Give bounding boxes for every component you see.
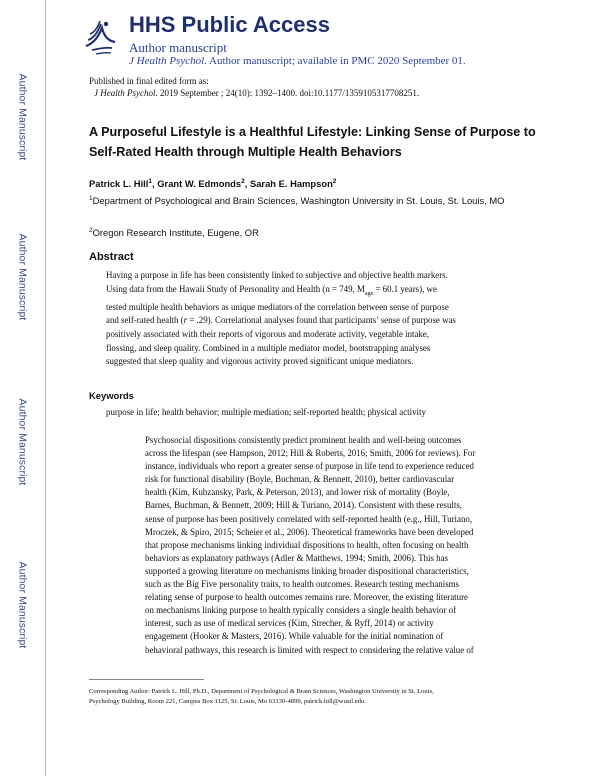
body-line: Mroczek, & Spiro, 2015; Scheier et al., 2006). Theoretical frameworks have been developed [145, 526, 474, 537]
body-line: relating sense of purpose to health outcomes remains rare. Moreover, the existing literature [145, 592, 468, 603]
body-line: interest, such as use of medical services (Kim, Strecher, & Ryff, 2014) or activity [145, 618, 434, 629]
citation-journal: J Health Psychol [94, 88, 156, 98]
author-manuscript-side-label: Author Manuscript [16, 561, 28, 649]
citation-details: . 2019 September ; 24(10): 1392–1400. doi:10.1177/1359105317708251. [155, 88, 420, 98]
body-line: on mechanisms linking purpose to health typically considers a single health behavior of [145, 605, 457, 616]
availability-text: . Author manuscript; available in PMC 2020 September 01. [204, 55, 466, 67]
affiliation-1: $^1$Department of Psychological and Brain Sciences, Washington University in St. Louis, St. Louis, MO [89, 195, 505, 207]
journal-availability-line [129, 55, 466, 68]
body-line: Psychosocial dispositions consistently predict prominent health and well-being outcomes [145, 435, 462, 445]
corresponding-author-footnote: Corresponding Author: Patrick L. Hill, Ph.D., Department of Psychological & Brain Sciences, Washington University in St. Louis, Psychology Building, Room 221, Campus Box 1125, St. Louis, Mo 63130-4899, patrick.hill@wustl.edu. [89, 688, 434, 705]
body-line: supported a growing literature on mechanisms linking broader dispositional characteristics, [145, 565, 469, 576]
body-line: instance, individuals who report a greater sense of purpose in life tend to experience reduced [145, 461, 474, 472]
hhs-public-access-title: HHS Public Access [129, 12, 330, 37]
body-line: behavioral pathways, this research is limited with respect to considering the relative value of [145, 644, 474, 655]
affiliation-2: $^2$Oregon Research Institute, Eugene, OR [89, 227, 259, 239]
body-line: Barnes, Buchman, & Bennett, 2009; Hill & Turiano, 2014). Consistent with these results, [145, 500, 463, 511]
author-manuscript-side-label: Author Manuscript [16, 233, 28, 321]
author-manuscript-side-label: Author Manuscript [16, 73, 28, 161]
body-line: health (Kim, Kubzansky, Park, & Peterson, 2013), and lower risk of mortality (Boyle, [145, 487, 450, 498]
abstract-text: Having a purpose in life has been consistently linked to subjective and objective health markers. Using data from the Hawaii Study of Personality and Health (n = 749, $M_{age} = 60.1$ years), we tested multiple health behaviors as unique mediators of the correlation between sense of purpose and self-rated health (r = .29). Correlational analyses found that participants’ sense of purpose was positively associated with their reports of vigorous and moderate activity, vegetable intake, flossing, and sleep quality. Combined in a multiple mediator model, bootstrapping analyses suggested that sleep quality and vigorous activity proved significant unique mediators. [106, 270, 456, 367]
body-line: behaviors as explanatory pathways (Adler & Matthews, 1994; Smith, 2006). This has [145, 552, 449, 563]
author-name: Patrick L. Hill [89, 178, 149, 190]
article-title: A Purposeful Lifestyle is a Healthful Lifestyle: Linking Sense of Purpose to Self-Rated Health through Multiple Health Behaviors [89, 125, 536, 159]
author-list: Patrick L. Hill$^1$, Grant W. Edmonds$^2$, Sarah E. Hampson$^2$ [89, 178, 337, 190]
keywords-heading: Keywords [89, 390, 134, 401]
author-name: Grant W. Edmonds [157, 178, 242, 190]
body-line: engagement (Hooker & Masters, 2016). While valuable for the initial nomination of [145, 631, 444, 642]
author-affiliation-sup: 1 [148, 178, 153, 185]
body-line: that propose mechanisms linking individual dispositions to health, often focusing on health [145, 539, 469, 550]
abstract-heading: Abstract [89, 251, 134, 263]
body-line: such as the Big Five personality traits, to health outcomes. Research testing mechanisms [145, 579, 460, 590]
journal-abbrev: J Health Psychol [129, 55, 205, 67]
body-line: sense of purpose has been positively correlated with self-reported health (e.g., Hill, Turiano, [145, 513, 473, 524]
footnote-divider [89, 679, 204, 680]
author-manuscript-subtitle: Author manuscript [129, 40, 227, 55]
author-affiliation-sup: 2 [332, 178, 337, 185]
keywords-text: purpose in life; health behavior; multiple mediation; self-reported health; physical activity [106, 407, 426, 417]
author-manuscript-side-label: Author Manuscript [16, 398, 28, 486]
author-name: Sarah E. Hampson [249, 178, 333, 190]
body-paragraph [145, 434, 515, 657]
author-affiliation-sup: 2 [241, 178, 245, 185]
citation-line [94, 88, 419, 99]
body-line: risk for functional disability (Boyle, Buchman, & Bennett, 2010), better cardiovascular [145, 474, 455, 485]
hhs-eagle-logo-icon [82, 14, 120, 58]
left-margin-rule [45, 0, 46, 776]
body-line: across the lifespan (see Hampson, 2012; Hill & Roberts, 2016; Smith, 2006 for reviews). For [145, 448, 476, 459]
published-intro: Published in final edited form as: [89, 76, 209, 86]
